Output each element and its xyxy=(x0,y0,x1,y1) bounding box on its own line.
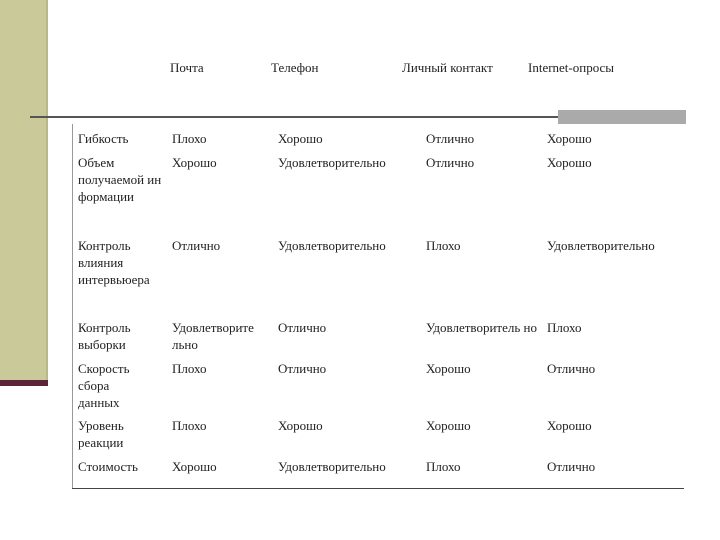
table-cell: Хорошо xyxy=(172,155,217,170)
table-cell: Хорошо xyxy=(426,361,471,376)
decorative-sidebar-edge xyxy=(46,0,48,382)
table-cell: Удовлетворите льно xyxy=(172,320,254,352)
decorative-sidebar xyxy=(0,0,46,382)
table-cell: Отлично xyxy=(547,459,596,474)
table-cell: Отлично xyxy=(426,131,475,146)
table-cell: Плохо xyxy=(172,418,207,433)
table-cell: Удовлетворительно xyxy=(278,155,386,170)
table-cell: Хорошо xyxy=(547,131,592,146)
row-label-collection-speed: Скорость сбора данных xyxy=(78,361,130,410)
column-header-personal-contact: Личный контакт xyxy=(402,60,493,75)
table-cell: Удовлетворительно xyxy=(278,459,386,474)
table-cell: Плохо xyxy=(547,320,582,335)
row-label-flexibility: Гибкость xyxy=(78,131,129,146)
table-cell: Хорошо xyxy=(172,459,217,474)
table-cell: Удовлетворительно xyxy=(278,238,386,253)
decorative-sidebar-bar xyxy=(0,380,48,386)
table-cell: Плохо xyxy=(172,131,207,146)
table-cell: Удовлетворитель но xyxy=(426,320,537,335)
table-cell: Хорошо xyxy=(278,131,323,146)
column-header-internet-surveys: Internet-опросы xyxy=(528,60,615,75)
table-cell: Отлично xyxy=(278,320,327,335)
table-cell: Хорошо xyxy=(547,155,592,170)
table-cell: Хорошо xyxy=(426,418,471,433)
row-label-info-volume: Объем получаемой ин формации xyxy=(78,155,162,204)
column-header-mail: Почта xyxy=(170,60,204,75)
table-cell: Отлично xyxy=(172,238,221,253)
table-cell: Плохо xyxy=(426,459,461,474)
table-cell: Отлично xyxy=(547,361,596,376)
table-cell: Хорошо xyxy=(278,418,323,433)
table-cell: Плохо xyxy=(172,361,207,376)
table-cell: Хорошо xyxy=(547,418,592,433)
decorative-gray-bar xyxy=(558,110,686,124)
row-label-interviewer-control: Контроль влияния интервьюера xyxy=(78,238,150,287)
row-label-sample-control: Контроль выборки xyxy=(78,320,131,352)
table-cell: Плохо xyxy=(426,238,461,253)
table-cell: Удовлетворительно xyxy=(547,238,655,253)
table-cell: Отлично xyxy=(426,155,475,170)
row-label-response-level: Уровень реакции xyxy=(78,418,124,450)
table-cell: Отлично xyxy=(278,361,327,376)
column-header-phone: Телефон xyxy=(271,60,319,75)
row-label-cost: Стоимость xyxy=(78,459,138,474)
table-bottom-rule xyxy=(72,488,684,489)
